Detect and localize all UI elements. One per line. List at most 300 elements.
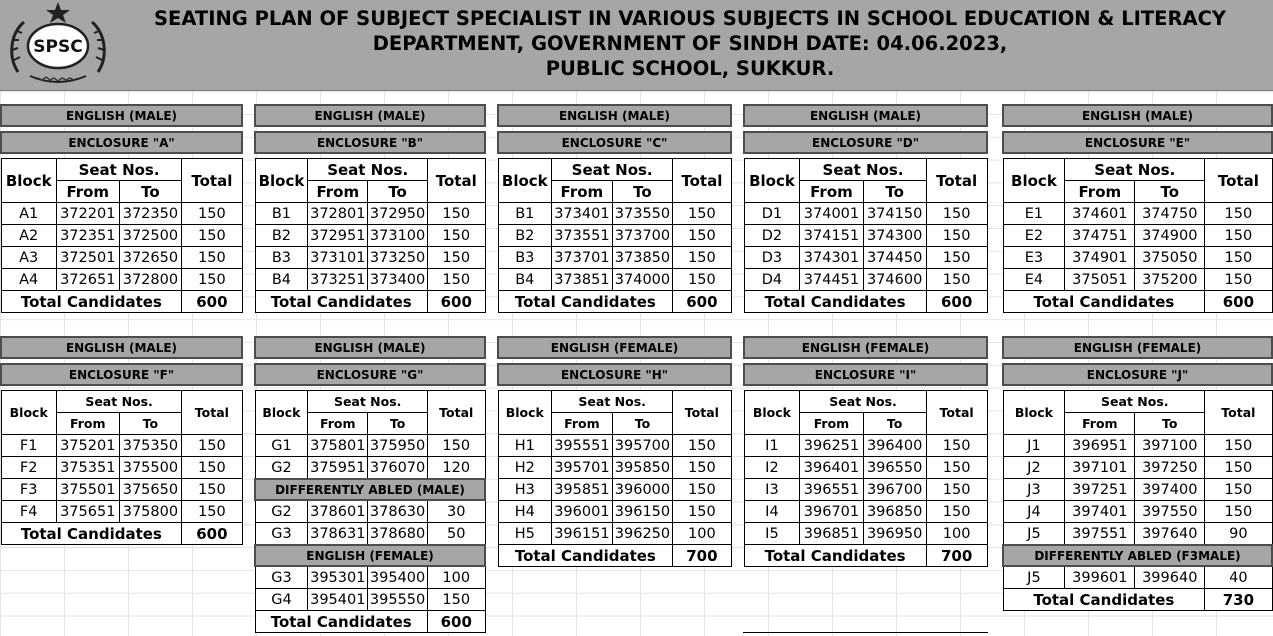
table-row — [744, 225, 987, 247]
seat-to-cell: 378630 — [368, 500, 428, 523]
enclosure-header-row — [498, 132, 731, 153]
to-column-header: To — [119, 413, 182, 435]
seat-from-cell: 372201 — [56, 203, 119, 225]
enclosure-table — [743, 104, 988, 313]
seat-to-cell: 397250 — [1135, 457, 1205, 479]
block-cell: D4 — [744, 269, 800, 291]
count-cell: 150 — [673, 457, 731, 479]
total-candidates-value: 600 — [182, 291, 242, 313]
divider — [743, 632, 988, 633]
seat-from-cell: 374601 — [1065, 203, 1135, 225]
block-cell: I1 — [744, 435, 800, 457]
seat-from-cell: 397551 — [1065, 523, 1135, 546]
table-row — [744, 247, 987, 269]
enclosure-table — [1002, 336, 1273, 611]
title-line-2: DEPARTMENT, GOVERNMENT OF SINDH DATE: 04.06.2023, — [372, 32, 1008, 55]
column-header-row — [744, 159, 987, 181]
sub-group-header: DIFFERENTLY ABLED (F3MALE) — [1003, 545, 1272, 566]
count-cell: 150 — [1205, 225, 1272, 247]
seat-from-cell: 399601 — [1065, 566, 1135, 589]
from-column-header: From — [56, 413, 119, 435]
block-cell: B2 — [255, 225, 308, 247]
total-row — [498, 291, 731, 313]
count-cell: 150 — [673, 501, 731, 523]
sub-group-header: ENGLISH (FEMALE) — [255, 545, 485, 566]
to-column-header: To — [863, 413, 926, 435]
seat-from-cell: 378631 — [308, 523, 368, 546]
enclosure-header: ENCLOSURE "B" — [255, 132, 485, 153]
to-column-header: To — [612, 181, 673, 203]
seat-to-cell: 375350 — [119, 435, 182, 457]
enclosure-header: ENCLOSURE "I" — [744, 364, 987, 385]
seat-to-cell: 375500 — [119, 457, 182, 479]
total-row — [1, 291, 242, 313]
seat-to-cell: 374000 — [612, 269, 673, 291]
column-header-row — [255, 159, 485, 181]
page-title — [120, 6, 1260, 81]
seat-to-cell: 375650 — [119, 479, 182, 501]
table-row — [1, 457, 242, 479]
block-cell: G2 — [255, 457, 308, 480]
count-cell: 150 — [182, 269, 242, 291]
block-cell: I5 — [744, 523, 800, 545]
block-cell: B3 — [255, 247, 308, 269]
total-candidates-label: Total Candidates — [744, 291, 926, 313]
block-cell: I3 — [744, 479, 800, 501]
seat-from-cell: 396401 — [800, 457, 863, 479]
table-row — [1, 203, 242, 225]
from-column-header: From — [1065, 181, 1135, 203]
from-column-header: From — [800, 413, 863, 435]
count-cell: 150 — [673, 435, 731, 457]
seat-to-cell: 396250 — [612, 523, 673, 545]
count-cell: 150 — [673, 247, 731, 269]
seat-nos-header: Seat Nos. — [1065, 159, 1205, 181]
subject-header-row — [1, 105, 242, 126]
table-row — [498, 479, 731, 501]
to-column-header: To — [612, 413, 673, 435]
seat-nos-header: Seat Nos. — [552, 391, 673, 413]
enclosure-header-row — [1, 364, 242, 385]
table-row — [1003, 269, 1272, 291]
count-cell: 150 — [427, 435, 485, 457]
sub-group-header: DIFFERENTLY ABLED (MALE) — [255, 479, 485, 500]
from-column-header: From — [308, 413, 368, 435]
seat-from-cell: 373101 — [308, 247, 368, 269]
count-cell: 100 — [926, 523, 987, 545]
block-column-header: Block — [1003, 391, 1065, 435]
table-row — [255, 435, 485, 457]
table-row — [1, 269, 242, 291]
total-column-header: Total — [182, 159, 242, 203]
count-cell: 150 — [926, 247, 987, 269]
enclosure-table — [254, 336, 486, 633]
count-cell: 150 — [427, 269, 485, 291]
seat-to-cell: 374300 — [863, 225, 926, 247]
enclosure-header: ENCLOSURE "C" — [498, 132, 731, 153]
column-header-row — [498, 391, 731, 413]
seat-from-cell: 396151 — [552, 523, 613, 545]
table-row — [1, 225, 242, 247]
seat-to-cell: 396850 — [863, 501, 926, 523]
enclosure-table — [0, 104, 243, 313]
subject-header-row — [1003, 337, 1272, 358]
count-cell: 150 — [1205, 203, 1272, 225]
seat-from-cell: 372801 — [308, 203, 368, 225]
block-column-header: Block — [498, 391, 552, 435]
total-row — [744, 545, 987, 567]
seat-from-cell: 373701 — [552, 247, 613, 269]
table-row — [255, 566, 485, 589]
seat-to-cell: 375950 — [368, 435, 428, 457]
seat-from-cell: 375501 — [56, 479, 119, 501]
block-column-header: Block — [1, 391, 56, 435]
table-row — [498, 269, 731, 291]
subject-header: ENGLISH (MALE) — [1, 105, 242, 126]
table-row — [744, 523, 987, 545]
block-column-header: Block — [744, 391, 800, 435]
block-cell: B2 — [498, 225, 552, 247]
total-column-header: Total — [182, 391, 242, 435]
total-candidates-value: 730 — [1205, 589, 1272, 611]
seat-from-cell: 372651 — [56, 269, 119, 291]
total-column-header: Total — [1205, 391, 1272, 435]
seat-to-cell: 372350 — [119, 203, 182, 225]
count-cell: 150 — [1205, 247, 1272, 269]
subject-header-row — [498, 337, 731, 358]
block-cell: F2 — [1, 457, 56, 479]
seat-from-cell: 378601 — [308, 500, 368, 523]
to-column-header: To — [1135, 413, 1205, 435]
table-row — [744, 203, 987, 225]
seat-to-cell: 373100 — [368, 225, 428, 247]
seat-nos-header: Seat Nos. — [308, 391, 428, 413]
table-row — [498, 435, 731, 457]
total-candidates-label: Total Candidates — [1, 523, 182, 545]
count-cell: 150 — [926, 225, 987, 247]
subject-header: ENGLISH (MALE) — [498, 105, 731, 126]
seat-to-cell: 374750 — [1135, 203, 1205, 225]
block-cell: E3 — [1003, 247, 1065, 269]
seat-from-cell: 395301 — [308, 566, 368, 589]
svg-text:SPSC: SPSC — [33, 37, 83, 57]
count-cell: 150 — [926, 457, 987, 479]
enclosure-header: ENCLOSURE "G" — [255, 364, 485, 385]
seat-from-cell: 373851 — [552, 269, 613, 291]
enclosure-table — [1002, 104, 1273, 313]
seat-to-cell: 376070 — [368, 457, 428, 480]
seat-to-cell: 373700 — [612, 225, 673, 247]
seat-to-cell: 375200 — [1135, 269, 1205, 291]
block-cell: I4 — [744, 501, 800, 523]
seat-from-cell: 395701 — [552, 457, 613, 479]
total-candidates-label: Total Candidates — [255, 611, 427, 633]
total-candidates-label: Total Candidates — [1, 291, 182, 313]
table-row — [744, 457, 987, 479]
seat-to-cell: 373400 — [368, 269, 428, 291]
seat-to-cell: 374450 — [863, 247, 926, 269]
enclosure-header: ENCLOSURE "A" — [1, 132, 242, 153]
seat-from-cell: 395401 — [308, 589, 368, 611]
subject-header: ENGLISH (MALE) — [1, 337, 242, 358]
enclosure-header-row — [744, 132, 987, 153]
seat-to-cell: 374600 — [863, 269, 926, 291]
block-cell: H4 — [498, 501, 552, 523]
seat-from-cell: 375801 — [308, 435, 368, 457]
block-column-header: Block — [498, 159, 552, 203]
block-column-header: Block — [255, 159, 308, 203]
total-candidates-value: 700 — [926, 545, 987, 567]
page-header — [0, 0, 1273, 91]
count-cell: 150 — [673, 203, 731, 225]
title-line-3: PUBLIC SCHOOL, SUKKUR. — [545, 57, 835, 80]
enclosure-header: ENCLOSURE "H" — [498, 364, 731, 385]
seat-to-cell: 378680 — [368, 523, 428, 546]
enclosure-header-row — [255, 132, 485, 153]
table-row — [498, 457, 731, 479]
total-column-header: Total — [673, 391, 731, 435]
block-cell: G3 — [255, 523, 308, 546]
total-candidates-value: 600 — [1205, 291, 1272, 313]
total-row — [498, 545, 731, 567]
table-row — [1003, 435, 1272, 457]
total-candidates-label: Total Candidates — [498, 291, 673, 313]
from-column-header: From — [552, 413, 613, 435]
seat-from-cell: 396251 — [800, 435, 863, 457]
block-cell: G3 — [255, 566, 308, 589]
block-cell: F3 — [1, 479, 56, 501]
seat-to-cell: 375050 — [1135, 247, 1205, 269]
block-cell: I2 — [744, 457, 800, 479]
seat-from-cell: 374301 — [800, 247, 863, 269]
seat-from-cell: 374751 — [1065, 225, 1135, 247]
count-cell: 150 — [1205, 479, 1272, 501]
total-candidates-label: Total Candidates — [255, 291, 427, 313]
table-row — [255, 225, 485, 247]
enclosure-table — [0, 336, 243, 545]
seat-to-cell: 396000 — [612, 479, 673, 501]
block-cell: F1 — [1, 435, 56, 457]
table-row — [1, 247, 242, 269]
table-row — [255, 500, 485, 523]
seat-to-cell: 396700 — [863, 479, 926, 501]
seat-from-cell: 374151 — [800, 225, 863, 247]
subject-header: ENGLISH (FEMALE) — [1003, 337, 1272, 358]
seat-to-cell: 372500 — [119, 225, 182, 247]
seat-to-cell: 396950 — [863, 523, 926, 545]
block-cell: D3 — [744, 247, 800, 269]
seat-from-cell: 397401 — [1065, 501, 1135, 523]
seat-nos-header: Seat Nos. — [56, 391, 181, 413]
seat-to-cell: 395400 — [368, 566, 428, 589]
table-row — [1003, 203, 1272, 225]
enclosure-header-row — [1003, 132, 1272, 153]
table-row — [498, 523, 731, 545]
seat-from-cell: 373251 — [308, 269, 368, 291]
total-row — [255, 291, 485, 313]
block-cell: H2 — [498, 457, 552, 479]
table-row — [1, 501, 242, 523]
table-row — [1003, 523, 1272, 546]
seat-from-cell: 375651 — [56, 501, 119, 523]
count-cell: 150 — [926, 269, 987, 291]
total-candidates-label: Total Candidates — [744, 545, 926, 567]
from-column-header: From — [800, 181, 863, 203]
seat-to-cell: 396400 — [863, 435, 926, 457]
table-row — [1, 435, 242, 457]
to-column-header: To — [1135, 181, 1205, 203]
seat-to-cell: 397640 — [1135, 523, 1205, 546]
total-candidates-label: Total Candidates — [1003, 589, 1205, 611]
subject-header: ENGLISH (MALE) — [1003, 105, 1272, 126]
column-header-row — [1, 159, 242, 181]
count-cell: 150 — [926, 479, 987, 501]
table-row — [498, 501, 731, 523]
column-header-row — [1003, 159, 1272, 181]
block-cell: H1 — [498, 435, 552, 457]
seat-from-cell: 373401 — [552, 203, 613, 225]
enclosure-header: ENCLOSURE "F" — [1, 364, 242, 385]
enclosure-header-row — [1, 132, 242, 153]
table-row — [255, 269, 485, 291]
table-row — [1003, 247, 1272, 269]
block-column-header: Block — [1003, 159, 1065, 203]
block-cell: J5 — [1003, 523, 1065, 546]
table-row — [255, 523, 485, 546]
block-cell: E4 — [1003, 269, 1065, 291]
block-column-header: Block — [1, 159, 56, 203]
seat-from-cell: 395851 — [552, 479, 613, 501]
subject-header-row — [498, 105, 731, 126]
block-cell: F4 — [1, 501, 56, 523]
seat-to-cell: 373550 — [612, 203, 673, 225]
block-cell: B1 — [255, 203, 308, 225]
seat-to-cell: 397400 — [1135, 479, 1205, 501]
total-candidates-label: Total Candidates — [498, 545, 673, 567]
seat-to-cell: 372800 — [119, 269, 182, 291]
seat-from-cell: 372351 — [56, 225, 119, 247]
count-cell: 40 — [1205, 566, 1272, 589]
count-cell: 150 — [182, 501, 242, 523]
subject-header-row — [255, 105, 485, 126]
enclosure-table — [497, 336, 732, 567]
count-cell: 50 — [427, 523, 485, 546]
enclosure-header-row — [1003, 364, 1272, 385]
enclosure-header-row — [744, 364, 987, 385]
total-row — [1, 523, 242, 545]
total-column-header: Total — [427, 159, 485, 203]
table-row — [744, 479, 987, 501]
sub-header-row — [1003, 545, 1272, 566]
seat-to-cell: 397100 — [1135, 435, 1205, 457]
seat-from-cell: 374901 — [1065, 247, 1135, 269]
to-column-header: To — [863, 181, 926, 203]
table-row — [498, 203, 731, 225]
to-column-header: To — [368, 181, 428, 203]
seat-to-cell: 374150 — [863, 203, 926, 225]
seat-nos-header: Seat Nos. — [552, 159, 673, 181]
block-cell: H3 — [498, 479, 552, 501]
count-cell: 150 — [673, 479, 731, 501]
seat-from-cell: 372501 — [56, 247, 119, 269]
seat-from-cell: 396851 — [800, 523, 863, 545]
count-cell: 150 — [182, 225, 242, 247]
table-row — [1003, 225, 1272, 247]
seat-from-cell: 374001 — [800, 203, 863, 225]
seat-from-cell: 375201 — [56, 435, 119, 457]
block-cell: A1 — [1, 203, 56, 225]
column-header-row — [255, 391, 485, 413]
seat-nos-header: Seat Nos. — [56, 159, 181, 181]
table-row — [1003, 566, 1272, 589]
count-cell: 150 — [673, 269, 731, 291]
block-cell: E1 — [1003, 203, 1065, 225]
seat-to-cell: 373850 — [612, 247, 673, 269]
count-cell: 150 — [926, 501, 987, 523]
enclosure-header-row — [498, 364, 731, 385]
count-cell: 150 — [1205, 457, 1272, 479]
count-cell: 90 — [1205, 523, 1272, 546]
block-cell: J2 — [1003, 457, 1065, 479]
seat-from-cell: 373551 — [552, 225, 613, 247]
total-column-header: Total — [427, 391, 485, 435]
count-cell: 150 — [926, 203, 987, 225]
table-row — [255, 589, 485, 611]
table-row — [255, 457, 485, 480]
enclosure-table — [254, 104, 486, 313]
total-column-header: Total — [1205, 159, 1272, 203]
to-column-header: To — [119, 181, 182, 203]
seat-to-cell: 399640 — [1135, 566, 1205, 589]
total-row — [744, 291, 987, 313]
total-candidates-value: 600 — [182, 523, 242, 545]
block-cell: J4 — [1003, 501, 1065, 523]
table-row — [1003, 479, 1272, 501]
count-cell: 150 — [427, 225, 485, 247]
table-row — [744, 501, 987, 523]
count-cell: 120 — [427, 457, 485, 480]
block-cell: H5 — [498, 523, 552, 545]
count-cell: 150 — [182, 435, 242, 457]
total-column-header: Total — [673, 159, 731, 203]
total-row — [1003, 589, 1272, 611]
table-row — [744, 435, 987, 457]
block-cell: G4 — [255, 589, 308, 611]
seat-nos-header: Seat Nos. — [308, 159, 428, 181]
count-cell: 150 — [427, 589, 485, 611]
to-column-header: To — [368, 413, 428, 435]
seat-nos-header: Seat Nos. — [800, 159, 926, 181]
seat-from-cell: 396551 — [800, 479, 863, 501]
seat-to-cell: 374900 — [1135, 225, 1205, 247]
block-cell: B1 — [498, 203, 552, 225]
count-cell: 150 — [182, 479, 242, 501]
seat-from-cell: 395551 — [552, 435, 613, 457]
total-candidates-value: 600 — [427, 611, 485, 633]
subject-header-row — [744, 337, 987, 358]
subject-header: ENGLISH (FEMALE) — [744, 337, 987, 358]
sub-header-row — [255, 479, 485, 500]
block-cell: A2 — [1, 225, 56, 247]
count-cell: 150 — [926, 435, 987, 457]
block-cell: B4 — [498, 269, 552, 291]
sub-header-row — [255, 545, 485, 566]
seat-from-cell: 375051 — [1065, 269, 1135, 291]
enclosure-table — [743, 336, 988, 567]
enclosure-table — [497, 104, 732, 313]
seat-from-cell: 397101 — [1065, 457, 1135, 479]
subject-header: ENGLISH (FEMALE) — [498, 337, 731, 358]
